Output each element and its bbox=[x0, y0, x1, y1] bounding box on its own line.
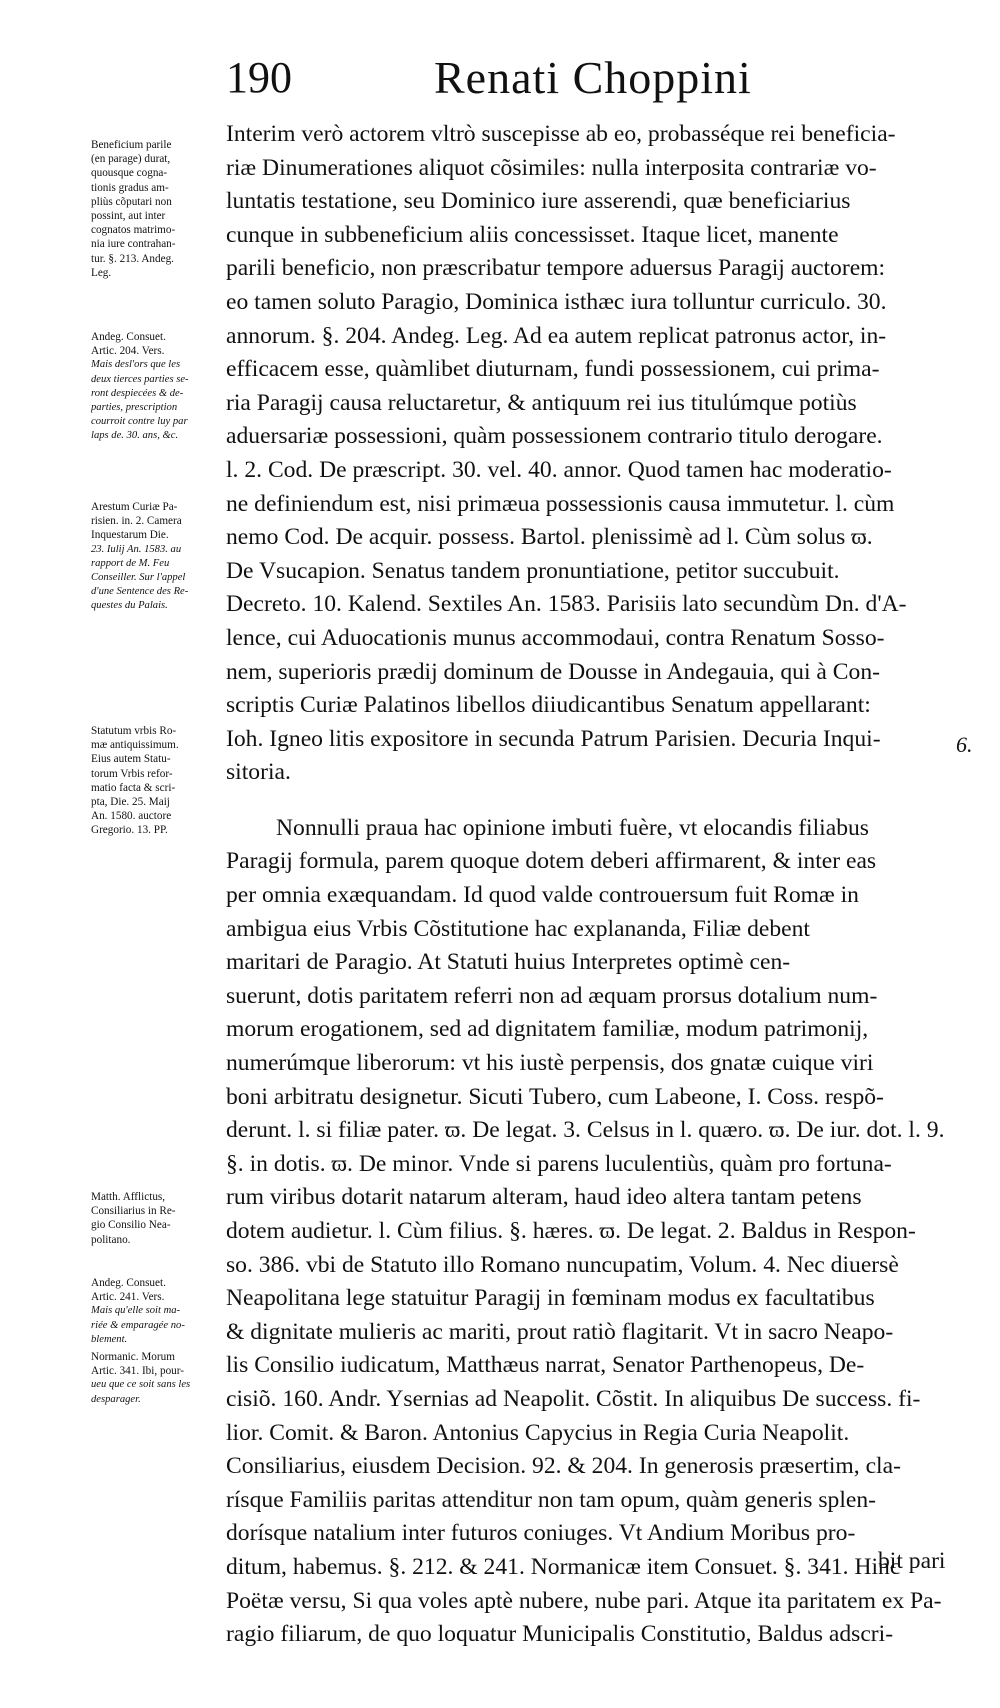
margin-note-line: laps de. 30. ans, &c. bbox=[91, 430, 179, 442]
margin-note-1 bbox=[91, 138, 223, 280]
right-margin-number: 6. bbox=[956, 732, 973, 757]
text-line: luntatis testatione, seu Dominico iure asserendi, quæ beneficiarius bbox=[226, 188, 851, 215]
text-line: aduersariæ possessioni, quàm possessionem contrario titulo derogare. bbox=[226, 423, 883, 450]
text-line: per omnia exæquandam. Id quod valde controuersum fuit Romæ in bbox=[226, 882, 859, 909]
margin-note-line: d'une Sentence des Re- bbox=[91, 586, 189, 598]
margin-note-line: Matth. Afflictus, bbox=[91, 1191, 166, 1203]
margin-note-line: risien. in. 2. Camera bbox=[91, 515, 182, 528]
margin-note-line: matio facta & scri- bbox=[91, 781, 176, 794]
margin-note-line: Artic. 204. Vers. bbox=[91, 345, 165, 358]
margin-note-line: Normanic. Morum bbox=[91, 1351, 175, 1363]
text-line: dorísque natalium inter futuros coniuges. Vt Andium Moribus pro- bbox=[226, 1520, 856, 1547]
margin-note-4 bbox=[91, 724, 223, 838]
margin-note-line: possint, aut inter bbox=[91, 210, 166, 223]
text-line: scriptis Curiæ Palatinos libellos diiudicantibus Senatum appellarant: bbox=[226, 692, 871, 719]
margin-note-line: Mais desl'ors que les bbox=[91, 359, 181, 371]
text-line: efficacem esse, quàmlibet diuturnam, fundi possessionem, cui prima- bbox=[226, 356, 880, 383]
text-line: rísque Familiis paritas attenditur non tam opum, quàm generis splen- bbox=[226, 1486, 877, 1513]
text-line: nem, superioris prædij dominum de Dousse in Andegauia, qui à Con- bbox=[226, 658, 880, 685]
page-number: 190 bbox=[226, 53, 292, 102]
margin-note-line: courroit contre luy par bbox=[91, 416, 188, 428]
margin-note-line: Leg. bbox=[91, 266, 112, 279]
text-line: Consiliarius, eiusdem Decision. 92. & 204. In generosis præsertim, cla- bbox=[226, 1453, 901, 1480]
margin-note-line: gio Consilio Nea- bbox=[91, 1219, 171, 1232]
text-line: riæ Dinumerationes aliquot cõsimiles: nulla interposita contrariæ vo- bbox=[226, 154, 877, 181]
text-line: cisiõ. 160. Andr. Ysernias ad Neapolit. Cõstit. In aliquibus De success. fi- bbox=[226, 1385, 921, 1412]
text-line: sitoria. bbox=[226, 759, 291, 786]
text-line: derunt. l. si filiæ pater. ϖ. De legat. 3. Celsus in l. quæro. ϖ. De iur. dot. l. 9. bbox=[226, 1117, 945, 1144]
text-line: §. in dotis. ϖ. De minor. Vnde si parens luculentiùs, quàm pro fortuna- bbox=[226, 1150, 892, 1177]
page-header bbox=[0, 48, 1000, 108]
margin-note-line: Mais qu'elle soit ma- bbox=[91, 1305, 181, 1317]
text-line: lior. Comit. & Baron. Antonius Capycius in Regia Curia Neapolit. bbox=[226, 1419, 850, 1446]
margin-note-line: rapport de M. Feu bbox=[91, 557, 170, 569]
text-line: suerunt, dotis paritatem referri non ad æquam prorsus dotalium num- bbox=[226, 982, 878, 1009]
text-line: cunque in subbeneficium aliis concessisset. Itaque licet, manente bbox=[226, 221, 839, 248]
text-line: l. 2. Cod. De præscript. 30. vel. 40. annor. Quod tamen hac moderatio- bbox=[226, 456, 892, 483]
text-line: lis Consilio iudicatum, Matthæus narrat, Senator Parthenopeus, De- bbox=[226, 1352, 865, 1379]
margin-note-line: questes du Palais. bbox=[91, 600, 168, 612]
margin-note-line: politano. bbox=[91, 1233, 131, 1246]
margin-note-3 bbox=[91, 500, 223, 614]
margin-note-line: (en parage) durat, bbox=[91, 153, 171, 166]
margin-note-line: blement. bbox=[91, 1333, 128, 1345]
margin-note-line: Eius autem Statu- bbox=[91, 753, 171, 766]
margin-note-6 bbox=[91, 1276, 223, 1347]
text-line: boni arbitratu designetur. Sicuti Tubero, cum Labeone, I. Coss. respõ- bbox=[226, 1083, 884, 1110]
text-line: lence, cui Aduocationis munus accommodaui, contra Renatum Sosso- bbox=[226, 624, 885, 651]
margin-note-5 bbox=[91, 1190, 223, 1247]
margin-note-line: Beneficium parile bbox=[91, 139, 172, 151]
margin-note-2 bbox=[91, 330, 223, 444]
margin-note-line: pliùs cõputari non bbox=[91, 195, 172, 208]
text-line: Nonnulli praua hac opinione imbuti fuère, vt elocandis filiabus bbox=[276, 814, 869, 841]
margin-note-line: mæ antiquissimum. bbox=[91, 739, 179, 752]
margin-note-line: ront despiecées & de- bbox=[91, 387, 184, 399]
margin-note-line: Andeg. Consuet. bbox=[91, 331, 166, 343]
paragraph-gap bbox=[226, 790, 946, 812]
text-line: ambigua eius Vrbis Cõstitutione hac explananda, Filiæ debent bbox=[226, 915, 810, 942]
running-title: Renati Choppini bbox=[434, 52, 752, 103]
margin-note-line: tionis gradus am- bbox=[91, 181, 169, 194]
margin-note-line: Gregorio. 13. PP. bbox=[91, 824, 168, 837]
margin-note-line: An. 1580. auctore bbox=[91, 810, 172, 823]
margin-note-line: Inquestarum Die. bbox=[91, 529, 169, 542]
margin-note-line: 23. Iulij An. 1583. au bbox=[91, 543, 182, 555]
margin-note-line: Andeg. Consuet. bbox=[91, 1277, 166, 1289]
margin-note-line: parties, prescription bbox=[91, 402, 178, 414]
margin-note-line: tur. §. 213. Andeg. bbox=[91, 252, 174, 265]
text-line: Neapolitana lege statuitur Paragij in fœminam modus ex facultatibus bbox=[226, 1285, 875, 1312]
text-line: morum erogationem, sed ad dignitatem familiæ, modum patrimonij, bbox=[226, 1016, 869, 1043]
margin-note-line: Arestum Curiæ Pa- bbox=[91, 501, 178, 513]
margin-note-7 bbox=[91, 1350, 223, 1407]
text-line: parili beneficio, non præscribatur tempore aduersus Paragij auctorem: bbox=[226, 255, 886, 282]
catchword: bit pari bbox=[878, 1548, 946, 1574]
text-line: & dignitate mulieris ac mariti, prout ratiò flagitarit. Vt in sacro Neapo- bbox=[226, 1318, 894, 1345]
margin-note-line: ueu que ce soit sans les bbox=[91, 1379, 191, 1391]
text-line: ne definiendum est, nisi primæua possessionis causa immutetur. l. cùm bbox=[226, 490, 895, 517]
margin-note-line: cognatos matrimo- bbox=[91, 224, 176, 237]
text-line: nemo Cod. De acquir. possess. Bartol. plenissimè ad l. Cùm solus ϖ. bbox=[226, 524, 873, 551]
text-line: Decreto. 10. Kalend. Sextiles An. 1583. Parisiis lato secundùm Dn. d'A- bbox=[226, 591, 907, 618]
margin-note-line: pta, Die. 25. Maij bbox=[91, 796, 170, 809]
margin-note-line: Statutum vrbis Ro- bbox=[91, 725, 177, 737]
text-line: ragio filiarum, de quo loquatur Municipalis Constitutio, Baldus adscri- bbox=[226, 1621, 894, 1648]
text-line: rum viribus dotarit natarum alteram, haud ideo altera tantam petens bbox=[226, 1184, 862, 1211]
text-line: ria Paragij causa reluctaretur, & antiquum rei ius titulúmque potiùs bbox=[226, 389, 857, 416]
margin-note-line: desparager. bbox=[91, 1393, 141, 1405]
margin-note-line: riée & emparagée no- bbox=[91, 1319, 185, 1331]
margin-note-line: torum Vrbis refor- bbox=[91, 767, 173, 780]
text-line: maritari de Paragio. At Statuti huius Interpretes optimè cen- bbox=[226, 949, 791, 976]
text-line: eo tamen soluto Paragio, Dominica isthæc iura tolluntur curriculo. 30. bbox=[226, 288, 887, 315]
margin-note-line: quousque cogna- bbox=[91, 167, 168, 180]
margin-note-line: nia iure contrahan- bbox=[91, 238, 176, 251]
text-line: annorum. §. 204. Andeg. Leg. Ad ea autem replicat patronus actor, in- bbox=[226, 322, 887, 349]
margin-note-line: deux tierces parties se- bbox=[91, 373, 189, 385]
margin-note-line: Consiliarius in Re- bbox=[91, 1205, 176, 1218]
body-text bbox=[226, 118, 946, 1652]
text-line: so. 386. vbi de Statuto illo Romano nuncupatim, Volum. 4. Nec diuersè bbox=[226, 1251, 899, 1278]
text-line: Poëtæ versu, Si qua voles aptè nubere, nube pari. Atque ita paritatem ex Pa- bbox=[226, 1587, 942, 1614]
margin-note-line: Conseiller. Sur l'appel bbox=[91, 572, 186, 584]
margin-note-line: Artic. 341. Ibi, pour- bbox=[91, 1365, 184, 1378]
text-line: ditum, habemus. §. 212. & 241. Normanicæ item Consuet. §. 341. Hinc bbox=[226, 1553, 901, 1580]
text-line: Ioh. Igneo litis expositore in secunda Patrum Parisien. Decuria Inqui- bbox=[226, 725, 881, 752]
text-line: dotem audietur. l. Cùm filius. §. hæres. ϖ. De legat. 2. Baldus in Respon- bbox=[226, 1218, 916, 1244]
text-line: De Vsucapion. Senatus tandem pronuntiatione, petitor succubuit. bbox=[226, 557, 840, 584]
text-line: Interim verò actorem vltrò suscepisse ab eo, probasséque rei beneficia- bbox=[226, 121, 896, 147]
text-line: Paragij formula, parem quoque dotem deberi affirmarent, & inter eas bbox=[226, 848, 877, 875]
margin-note-line: Artic. 241. Vers. bbox=[91, 1291, 165, 1304]
text-line: numerúmque liberorum: vt his iustè perpensis, dos gnatæ cuique viri bbox=[226, 1050, 874, 1077]
